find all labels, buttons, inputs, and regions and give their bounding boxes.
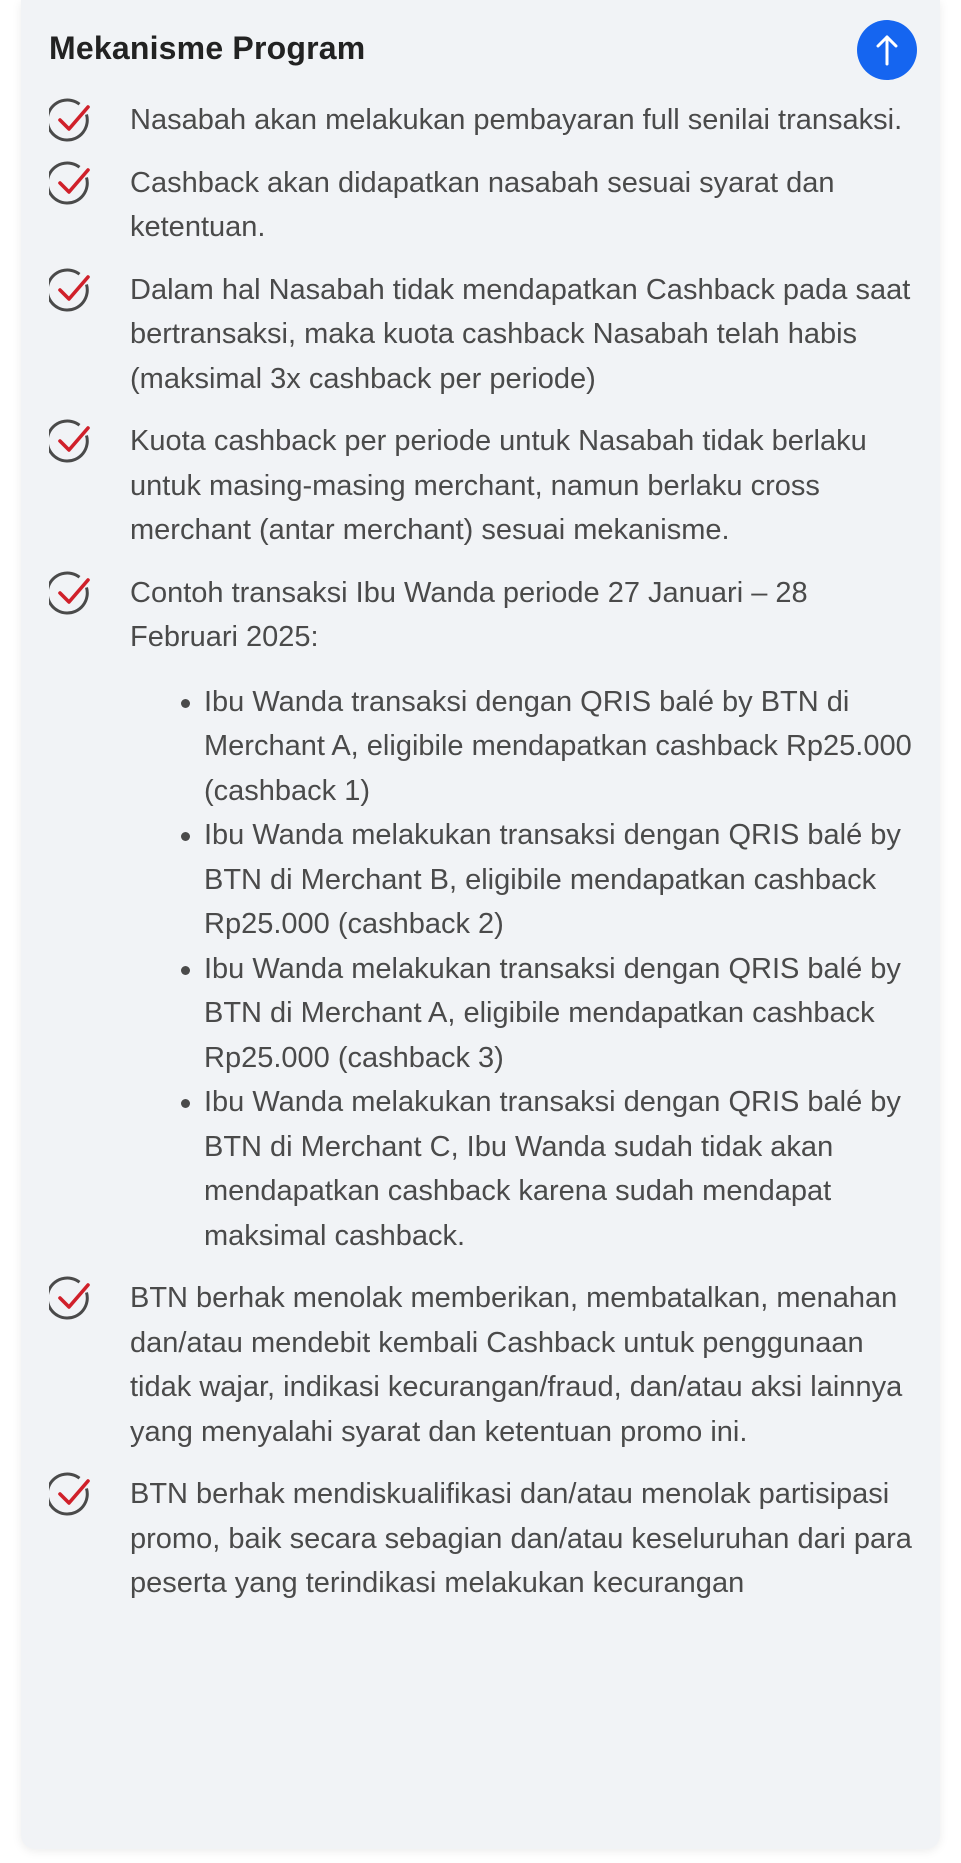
mechanism-list	[49, 98, 929, 1624]
list-item	[49, 571, 929, 1259]
check-circle-icon	[49, 1472, 95, 1518]
scroll-to-top-button[interactable]	[857, 20, 917, 80]
list-item	[49, 161, 929, 250]
list-item-text: Nasabah akan melakukan pembayaran full senilai transaksi.	[130, 104, 903, 136]
example-transaction-item: Ibu Wanda melakukan transaksi dengan QRIS balé by BTN di Merchant C, Ibu Wanda sudah tidak akan mendapatkan cashback karena sudah mendapat maksimal cashback.	[204, 1080, 929, 1258]
check-circle-icon	[49, 1276, 95, 1322]
example-transaction-item: Ibu Wanda melakukan transaksi dengan QRIS balé by BTN di Merchant A, eligibile mendapatkan cashback Rp25.000 (cashback 3)	[204, 947, 929, 1081]
program-mechanism-card	[21, 0, 940, 1849]
list-item-text: BTN berhak menolak memberikan, membatalkan, menahan dan/atau mendebit kembali Cashback untuk penggunaan tidak wajar, indikasi kecurangan/fraud, dan/atau aksi lainnya yang menyalahi syarat dan ketentuan promo ini.	[130, 1282, 903, 1448]
list-item-text: Dalam hal Nasabah tidak mendapatkan Cashback pada saat bertransaksi, maka kuota cashback Nasabah telah habis (maksimal 3x cashback per periode)	[130, 273, 911, 395]
list-item	[49, 1472, 929, 1606]
check-circle-icon	[49, 98, 95, 144]
list-item-text: Contoh transaksi Ibu Wanda periode 27 Januari – 28 Februari 2025:	[130, 576, 808, 653]
example-transaction-item: Ibu Wanda transaksi dengan QRIS balé by BTN di Merchant A, eligibile mendapatkan cashback Rp25.000 (cashback 1)	[204, 680, 929, 814]
example-transaction-list	[130, 680, 929, 1259]
list-item-text: Kuota cashback per periode untuk Nasabah tidak berlaku untuk masing-masing merchant, namun berlaku cross merchant (antar merchant) sesuai mekanisme.	[130, 425, 867, 546]
section-title: Mekanisme Program	[49, 30, 366, 66]
list-item-text: Cashback akan didapatkan nasabah sesuai syarat dan ketentuan.	[130, 166, 835, 243]
list-item-text: BTN berhak mendiskualifikasi dan/atau menolak partisipasi promo, baik secara sebagian dan/atau keseluruhan dari para peserta yang terindikasi melakukan kecurangan	[130, 1478, 912, 1599]
arrow-up-icon	[872, 33, 902, 67]
card-header	[49, 24, 917, 76]
example-transaction-item: Ibu Wanda melakukan transaksi dengan QRIS balé by BTN di Merchant B, eligibile mendapatkan cashback Rp25.000 (cashback 2)	[204, 813, 929, 947]
check-circle-icon	[49, 419, 95, 465]
check-circle-icon	[49, 571, 95, 617]
list-item	[49, 419, 929, 553]
list-item	[49, 1276, 929, 1454]
list-item	[49, 98, 929, 143]
list-item	[49, 268, 929, 402]
check-circle-icon	[49, 161, 95, 207]
check-circle-icon	[49, 268, 95, 314]
